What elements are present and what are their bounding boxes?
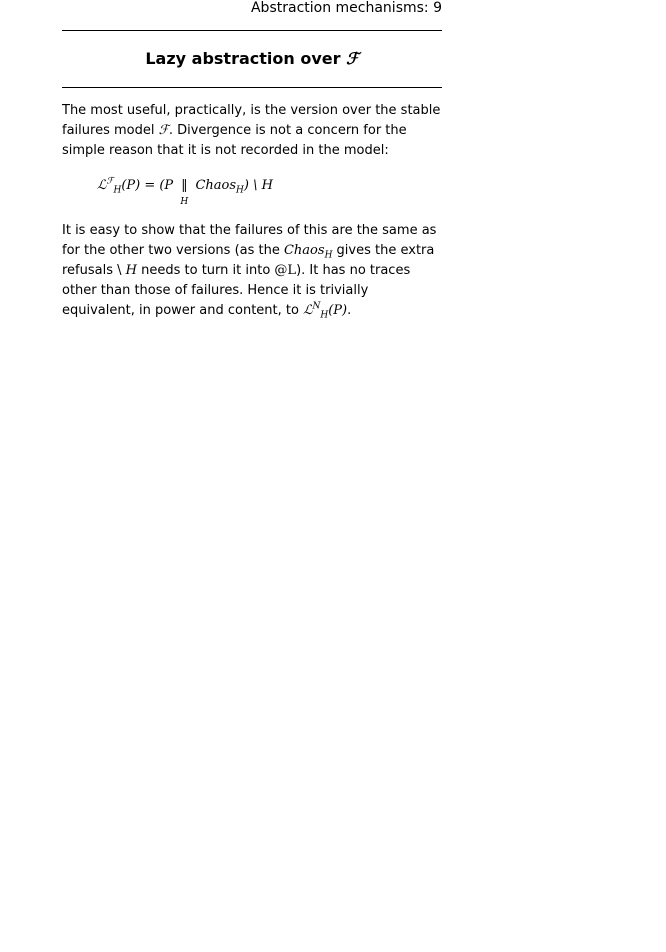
paragraph-equivalence-atl: @L	[274, 263, 297, 278]
formula-l-symbol: ℒ	[97, 178, 107, 193]
paragraph-intro-part1: The most useful, practically, is the version over the stable failures model	[62, 103, 441, 138]
paragraph-equivalence-l-arg: (P)	[328, 303, 348, 318]
top-rule	[62, 30, 442, 31]
formula-rhs-tail: ) \ H	[243, 178, 273, 193]
paragraph-intro-part2: . Divergence is not a concern for the simple reason that it is not recorded in the model:	[62, 123, 407, 158]
paragraph-equivalence-chaos-sub: H	[324, 250, 333, 261]
running-head-text: Abstraction mechanisms: 9	[250, 0, 442, 16]
formula-chaos-sub: H	[236, 185, 244, 196]
parallel-sub: H	[180, 197, 189, 207]
paragraph-equivalence-part5: .	[347, 303, 352, 318]
paragraph-equivalence-part4: ). It has no traces other than those of failures. Hence it is trivially equivalent, in power and content, to	[62, 263, 411, 318]
formula-chaos: Chaos	[191, 178, 237, 193]
paragraph-equivalence	[62, 221, 444, 321]
display-formula	[97, 176, 273, 207]
paragraph-intro-symbol-f: ℱ	[158, 123, 169, 138]
formula-l-sup: ℱ	[106, 176, 114, 187]
paragraph-equivalence-part2: gives the extra refusals \	[62, 243, 435, 278]
paragraph-equivalence-part1: It is easy to show that the failures of this are the same as for the other two versions (as the	[62, 223, 437, 258]
paragraph-equivalence-h: H	[125, 263, 137, 278]
paragraph-intro	[62, 101, 444, 161]
parallel-symbol: ‖	[181, 178, 188, 193]
paragraph-equivalence-part3: needs to turn it into	[137, 263, 275, 278]
section-title-symbol: ℱ	[346, 49, 359, 68]
section-title-text: Lazy abstraction over	[145, 49, 347, 68]
paragraph-equivalence-chaos: Chaos	[283, 243, 325, 258]
paragraph-equivalence-l-sup: N	[312, 301, 321, 312]
running-head	[62, 0, 442, 17]
formula-lhs-arg: (P) = (P	[121, 178, 178, 193]
paragraph-equivalence-l-sub: H	[320, 310, 329, 321]
parallel-operator	[177, 176, 191, 207]
bottom-rule	[62, 87, 442, 88]
section-title	[62, 49, 442, 69]
paragraph-equivalence-l-symbol: ℒ	[303, 303, 313, 318]
formula-l-sub: H	[113, 185, 122, 196]
